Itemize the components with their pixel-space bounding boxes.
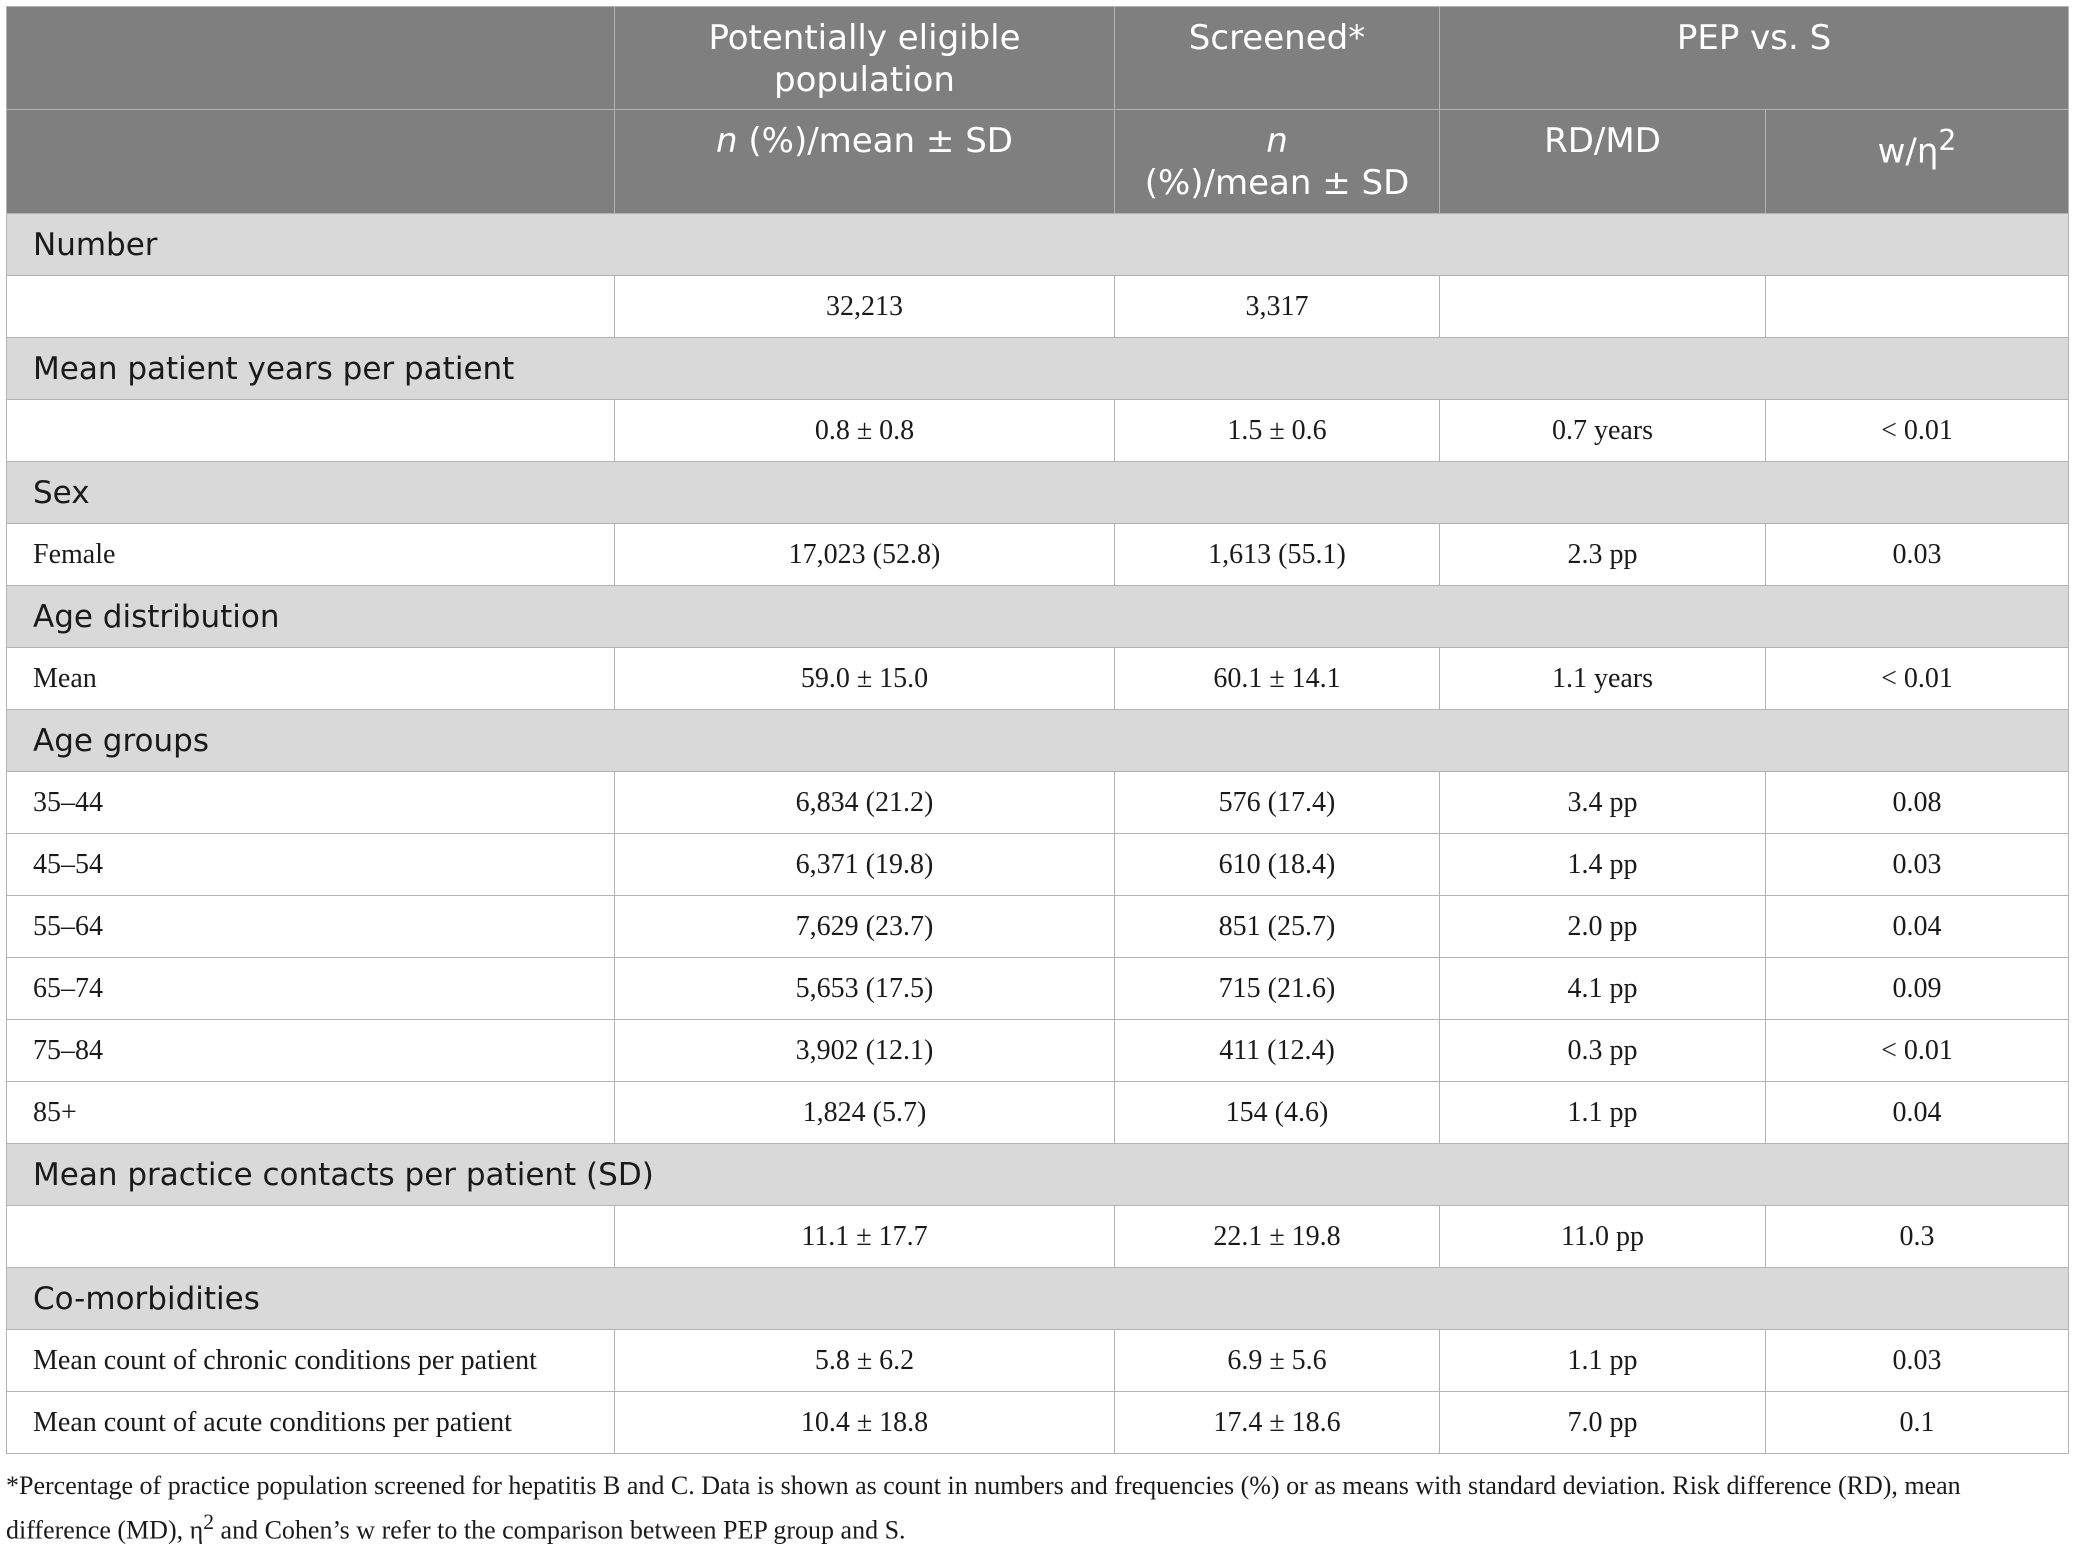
w-eta-cell: 0.04 (1766, 896, 2069, 958)
pep-value-cell: 10.4 ± 18.8 (615, 1392, 1115, 1454)
w-eta-cell: 0.03 (1766, 834, 2069, 896)
row-label-cell: 65–74 (7, 958, 615, 1020)
w-eta-cell: 0.09 (1766, 958, 2069, 1020)
table-row (7, 400, 2069, 462)
section-header-row (7, 710, 2069, 772)
w-eta-cell: 0.03 (1766, 1330, 2069, 1392)
pep-value-cell: 32,213 (615, 276, 1115, 338)
pep-value-cell: 1,824 (5.7) (615, 1082, 1115, 1144)
subheader-w-eta (1766, 110, 2069, 214)
header-blank (7, 7, 615, 110)
row-label-cell (7, 1206, 615, 1268)
rd-md-cell: 1.1 pp (1440, 1330, 1766, 1392)
subheader-screened-n: n (1266, 121, 1288, 161)
screened-value-cell: 17.4 ± 18.6 (1115, 1392, 1440, 1454)
w-eta-cell: < 0.01 (1766, 400, 2069, 462)
row-label-cell: 45–54 (7, 834, 615, 896)
screened-value-cell: 60.1 ± 14.1 (1115, 648, 1440, 710)
w-eta-cell: 0.3 (1766, 1206, 2069, 1268)
table-row (7, 1206, 2069, 1268)
pep-value-cell: 11.1 ± 17.7 (615, 1206, 1115, 1268)
rd-md-cell: 0.3 pp (1440, 1020, 1766, 1082)
footnote-text-2: and Cohen’s w refer to the comparison between PEP group and S. (214, 1515, 906, 1545)
table-row (7, 896, 2069, 958)
rd-md-cell: 7.0 pp (1440, 1392, 1766, 1454)
header-row-groups (7, 7, 2069, 110)
section-header-row (7, 214, 2069, 276)
row-label-cell: 75–84 (7, 1020, 615, 1082)
section-title: Sex (7, 462, 2069, 524)
w-eta-cell: 0.1 (1766, 1392, 2069, 1454)
subheader-screened-measure (1115, 110, 1440, 214)
row-label-cell (7, 400, 615, 462)
row-label-cell: Mean count of chronic conditions per patient (7, 1330, 615, 1392)
rd-md-cell: 1.4 pp (1440, 834, 1766, 896)
section-title: Co-morbidities (7, 1268, 2069, 1330)
screened-value-cell: 610 (18.4) (1115, 834, 1440, 896)
pep-value-cell: 3,902 (12.1) (615, 1020, 1115, 1082)
section-title: Age groups (7, 710, 2069, 772)
subheader-pep-rest: (%)/mean ± SD (737, 121, 1013, 161)
pep-value-cell: 6,371 (19.8) (615, 834, 1115, 896)
section-header-row (7, 1144, 2069, 1206)
row-label-cell: Mean (7, 648, 615, 710)
section-header-row (7, 586, 2069, 648)
subheader-blank (7, 110, 615, 214)
rd-md-cell: 4.1 pp (1440, 958, 1766, 1020)
rd-md-cell: 3.4 pp (1440, 772, 1766, 834)
rd-md-cell: 1.1 years (1440, 648, 1766, 710)
rd-md-cell (1440, 276, 1766, 338)
table-row (7, 276, 2069, 338)
screened-value-cell: 411 (12.4) (1115, 1020, 1440, 1082)
screened-value-cell: 22.1 ± 19.8 (1115, 1206, 1440, 1268)
w-eta-cell: < 0.01 (1766, 1020, 2069, 1082)
screened-value-cell: 6.9 ± 5.6 (1115, 1330, 1440, 1392)
table-row (7, 1020, 2069, 1082)
rd-md-cell: 11.0 pp (1440, 1206, 1766, 1268)
header-potentially-eligible: Potentially eligible population (615, 7, 1115, 110)
w-eta-cell: 0.03 (1766, 524, 2069, 586)
subheader-pep-measure (615, 110, 1115, 214)
rd-md-cell: 1.1 pp (1440, 1082, 1766, 1144)
header-pep-vs-s: PEP vs. S (1440, 7, 2069, 110)
screened-value-cell: 1,613 (55.1) (1115, 524, 1440, 586)
subheader-screened-rest: (%)/mean ± SD (1144, 163, 1410, 203)
pep-value-cell: 0.8 ± 0.8 (615, 400, 1115, 462)
section-title: Mean patient years per patient (7, 338, 2069, 400)
screened-value-cell: 1.5 ± 0.6 (1115, 400, 1440, 462)
subheader-w-eta-sup: 2 (1938, 124, 1957, 157)
section-header-row (7, 1268, 2069, 1330)
table-container (6, 6, 2068, 1454)
screened-value-cell: 154 (4.6) (1115, 1082, 1440, 1144)
row-label-cell: 55–64 (7, 896, 615, 958)
header-screened: Screened* (1115, 7, 1440, 110)
rd-md-cell: 2.3 pp (1440, 524, 1766, 586)
pep-value-cell: 7,629 (23.7) (615, 896, 1115, 958)
w-eta-cell: 0.04 (1766, 1082, 2069, 1144)
table-row (7, 834, 2069, 896)
pep-value-cell: 6,834 (21.2) (615, 772, 1115, 834)
w-eta-cell: 0.08 (1766, 772, 2069, 834)
table-row (7, 648, 2069, 710)
screened-value-cell: 3,317 (1115, 276, 1440, 338)
footnote-sup: 2 (203, 1510, 215, 1534)
row-label-cell (7, 276, 615, 338)
screened-value-cell: 715 (21.6) (1115, 958, 1440, 1020)
subheader-pep-n: n (716, 121, 738, 161)
row-label-cell: Mean count of acute conditions per patient (7, 1392, 615, 1454)
pep-value-cell: 5.8 ± 6.2 (615, 1330, 1115, 1392)
rd-md-cell: 0.7 years (1440, 400, 1766, 462)
section-header-row (7, 338, 2069, 400)
table-footnote (6, 1468, 2068, 1549)
section-header-row (7, 462, 2069, 524)
screened-value-cell: 851 (25.7) (1115, 896, 1440, 958)
w-eta-cell (1766, 276, 2069, 338)
section-title: Number (7, 214, 2069, 276)
section-title: Age distribution (7, 586, 2069, 648)
subheader-w-eta-label: w/η (1877, 131, 1939, 172)
table-row (7, 1330, 2069, 1392)
row-label-cell: Female (7, 524, 615, 586)
rd-md-cell: 2.0 pp (1440, 896, 1766, 958)
pep-value-cell: 5,653 (17.5) (615, 958, 1115, 1020)
table-row (7, 1392, 2069, 1454)
screened-value-cell: 576 (17.4) (1115, 772, 1440, 834)
data-table (6, 6, 2069, 1454)
pep-value-cell: 17,023 (52.8) (615, 524, 1115, 586)
table-row (7, 772, 2069, 834)
header-row-measures (7, 110, 2069, 214)
w-eta-cell: < 0.01 (1766, 648, 2069, 710)
section-title: Mean practice contacts per patient (SD) (7, 1144, 2069, 1206)
subheader-rd-md: RD/MD (1440, 110, 1766, 214)
table-body (7, 214, 2069, 1454)
table-row (7, 958, 2069, 1020)
row-label-cell: 85+ (7, 1082, 615, 1144)
row-label-cell: 35–44 (7, 772, 615, 834)
pep-value-cell: 59.0 ± 15.0 (615, 648, 1115, 710)
table-row (7, 524, 2069, 586)
footnote-text-1: *Percentage of practice population screened for hepatitis B and C. Data is shown as count in numbers and frequencies (%) or as means with standard deviation. Risk difference (RD), mean difference (MD), η (6, 1471, 1961, 1545)
table-row (7, 1082, 2069, 1144)
